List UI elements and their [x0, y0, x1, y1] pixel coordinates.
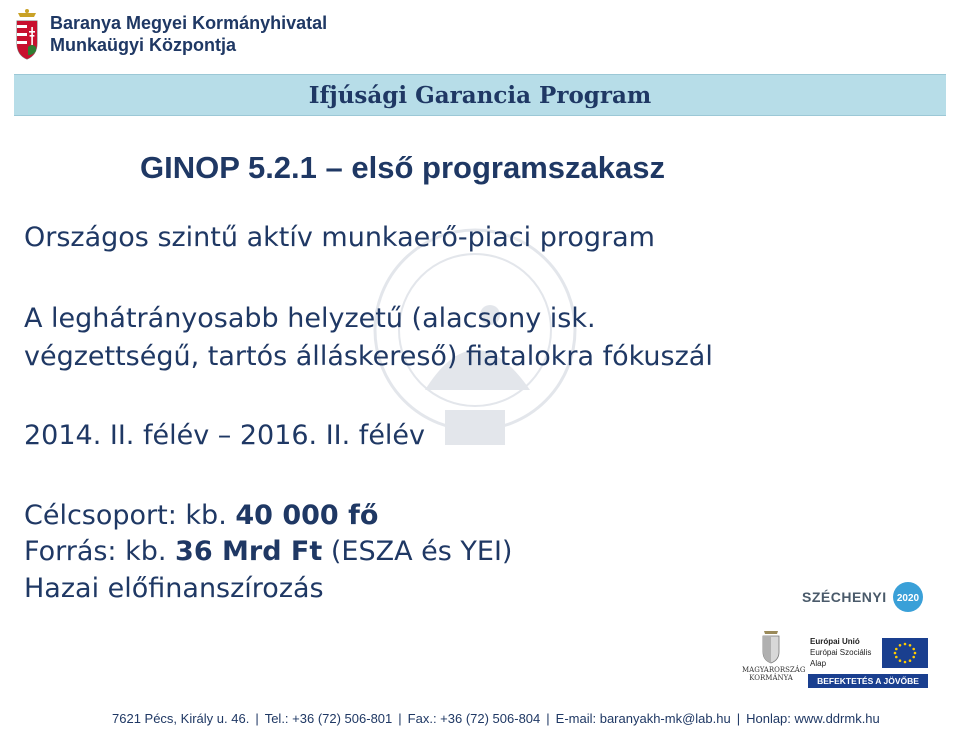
target-group-value: 40 000 fő — [235, 500, 379, 531]
eu-tagline: BEFEKTETÉS A JÖVŐBE — [808, 674, 928, 688]
eu-fund-name-line2: Alap — [810, 659, 827, 668]
target-description-line2: végzettségű, tartós álláskereső) fiatalokra fókuszál — [24, 341, 713, 372]
program-subtitle: GINOP 5.2.1 – első programszakasz — [140, 150, 665, 185]
funding-value: 36 Mrd Ft — [175, 536, 323, 567]
funding-suffix: (ESZA és YEI) — [322, 536, 513, 567]
szechenyi-2020-badge-icon — [891, 580, 925, 614]
eu-fund-text — [810, 636, 878, 669]
government-crest-icon — [760, 628, 782, 664]
eu-name: Európai Unió — [810, 637, 860, 646]
target-description-line1: A leghátrányosabb helyzetű (alacsony isk. — [24, 303, 596, 334]
szechenyi-badge-text: 2020 — [896, 593, 919, 604]
agency-logo — [14, 6, 327, 62]
program-period: 2014. II. félév – 2016. II. félév — [24, 420, 426, 451]
eu-flag-icon — [882, 638, 928, 668]
agency-name — [50, 12, 327, 56]
funding-label: Forrás: kb. — [24, 536, 176, 567]
agency-name-line1: Baranya Megyei Kormányhivatal — [50, 13, 328, 33]
government-name-line1: MAGYARORSZÁG — [742, 666, 806, 674]
footer-separator: | — [546, 710, 550, 726]
szechenyi-2020-logo — [802, 576, 932, 618]
program-description: Országos szintű aktív munkaerő-piaci program — [24, 222, 655, 253]
funding-line — [24, 536, 512, 567]
agency-name-line2: Munkaügyi Központja — [50, 35, 236, 55]
footer-email: E-mail: baranyakh-mk@lab.hu — [555, 710, 731, 726]
government-name-line2: KORMÁNYA — [749, 674, 793, 682]
footer-phone: Tel.: +36 (72) 506-801 — [264, 710, 393, 726]
eu-fund-name-line1: Európai Szociális — [810, 648, 872, 657]
target-group-line — [24, 500, 378, 531]
target-group-label: Célcsoport: kb. — [24, 500, 236, 531]
title-banner — [14, 74, 946, 116]
footer-separator: | — [398, 710, 402, 726]
hungarian-government-logo — [742, 628, 806, 690]
footer-fax: Fax.: +36 (72) 506-804 — [407, 710, 541, 726]
szechenyi-text: SZÉCHENYI — [802, 589, 887, 605]
contact-footer — [112, 706, 952, 730]
footer-website: Honlap: www.ddrmk.hu — [746, 710, 880, 726]
hungarian-coat-of-arms-icon — [14, 7, 40, 61]
footer-separator: | — [255, 710, 259, 726]
prefinancing-line: Hazai előfinanszírozás — [24, 573, 324, 604]
footer-address: 7621 Pécs, Király u. 46. — [112, 710, 250, 726]
government-name — [742, 666, 806, 682]
banner-title: Ifjúsági Garancia Program — [308, 81, 652, 109]
footer-separator: | — [736, 710, 741, 726]
